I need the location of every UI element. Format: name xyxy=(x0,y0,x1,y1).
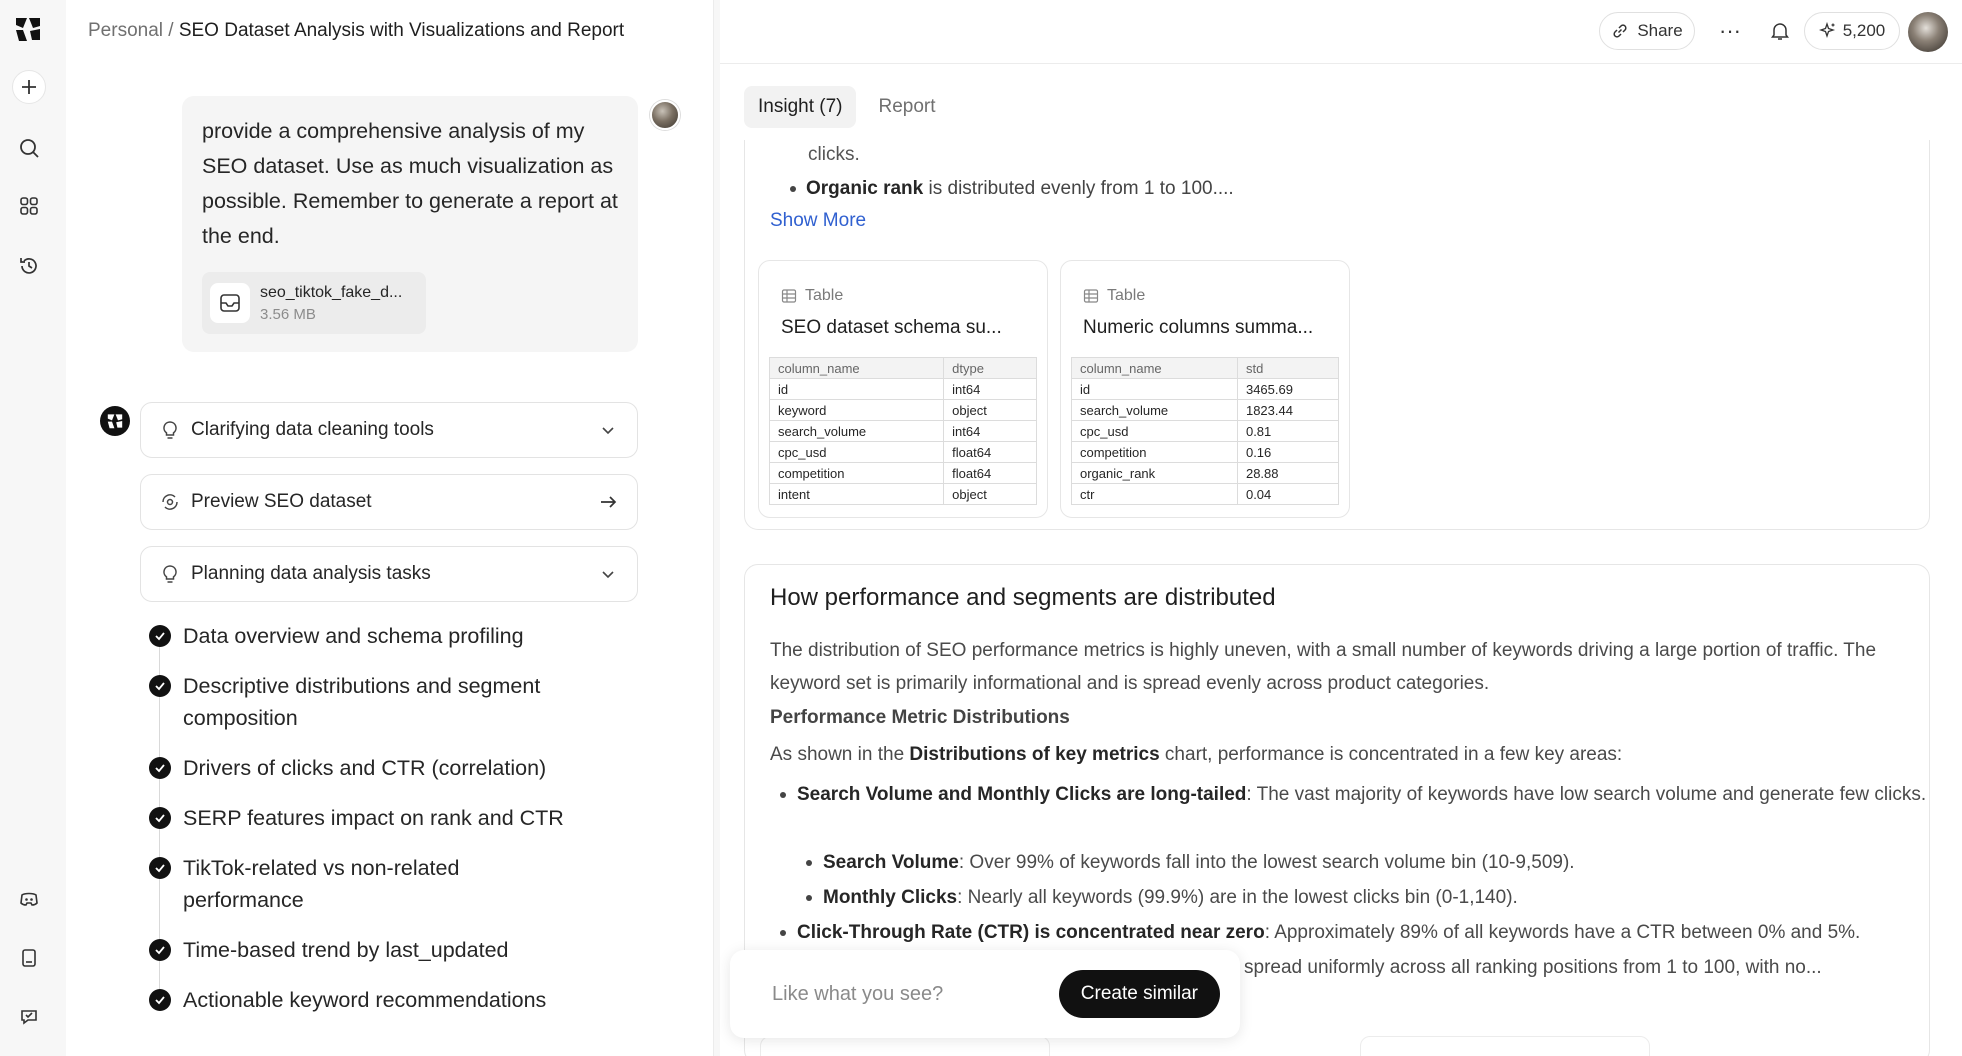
task-label: Time-based trend by last_updated xyxy=(183,938,509,962)
table-cell: keyword xyxy=(770,400,944,421)
table-cell: search_volume xyxy=(770,421,944,442)
history-icon xyxy=(18,255,40,277)
table-cell: cpc_usd xyxy=(1072,421,1238,442)
bullet-bold: Search Volume and Monthly Clicks are long-tailed xyxy=(797,784,1247,805)
profile-avatar[interactable] xyxy=(1908,12,1948,52)
file-name: seo_tiktok_fake_d... xyxy=(260,283,403,301)
history-button[interactable] xyxy=(12,249,46,283)
insight-paragraph: The distribution of SEO performance metrics is highly uneven, with a small number of keywords driving a large portion of traffic. The keyword set is primarily informational and is spread evenly across product categories. xyxy=(770,640,1877,694)
task-item xyxy=(146,670,636,734)
view-tabs xyxy=(744,86,950,128)
plus-icon xyxy=(18,76,40,98)
table-tag-label: Table xyxy=(805,287,844,304)
insight-title: How performance and segments are distributed xyxy=(770,584,1276,611)
bullet-text: : The vast majority of keywords have low search volume and generate few clicks. xyxy=(1246,784,1927,805)
table-cell: object xyxy=(944,400,1037,421)
step-preview-dataset[interactable] xyxy=(140,474,638,530)
step-label: Preview SEO dataset xyxy=(191,491,372,512)
task-item xyxy=(146,752,636,784)
insight-subheading: Performance Metric Distributions xyxy=(770,707,1070,728)
more-options-button[interactable] xyxy=(1710,14,1750,48)
preview-icon xyxy=(159,491,181,513)
bullet-text: is distributed evenly from 1 to 100.... xyxy=(923,178,1234,199)
share-button[interactable] xyxy=(1599,12,1695,50)
table-title: SEO dataset schema su... xyxy=(781,317,1002,338)
file-size: 3.56 MB xyxy=(260,305,316,323)
task-item xyxy=(146,802,636,834)
left-rail xyxy=(0,0,60,1056)
lightbulb-icon xyxy=(159,419,181,441)
feedback-button[interactable] xyxy=(12,1000,46,1034)
table-tag xyxy=(1083,287,1145,305)
create-similar-bar xyxy=(730,950,1240,1038)
sparkle-icon xyxy=(1819,22,1837,40)
check-icon xyxy=(149,807,171,829)
step-label: Clarifying data cleaning tools xyxy=(191,419,434,440)
insight-text-partial xyxy=(1244,951,1822,984)
task-label: Descriptive distributions and segment composition xyxy=(183,674,541,730)
check-icon xyxy=(149,989,171,1011)
table-cell: 1823.44 xyxy=(1237,400,1338,421)
step-clarifying-tools[interactable] xyxy=(140,402,638,458)
column-header: column_name xyxy=(1072,358,1238,379)
table-cell: cpc_usd xyxy=(770,442,944,463)
grid-icon xyxy=(18,195,40,217)
new-chat-button[interactable] xyxy=(12,70,46,104)
schema-table xyxy=(769,357,1037,505)
discord-button[interactable] xyxy=(12,882,46,916)
step-planning-tasks[interactable] xyxy=(140,546,638,602)
bullet-bold: Organic rank xyxy=(806,178,924,199)
check-icon xyxy=(149,757,171,779)
insight-sub-bullet xyxy=(823,846,1575,879)
book-icon xyxy=(18,947,40,969)
card-edge xyxy=(760,1036,1050,1056)
search-button[interactable] xyxy=(12,131,46,165)
task-label: Drivers of clicks and CTR (correlation) xyxy=(183,756,547,780)
table-title: Numeric columns summa... xyxy=(1083,317,1314,338)
check-icon xyxy=(149,857,171,879)
insight-text-partial: clicks. xyxy=(808,144,860,165)
chat-panel xyxy=(66,0,714,1056)
user-message xyxy=(182,96,638,352)
table-cell: ctr xyxy=(1072,484,1238,505)
show-more-link[interactable]: Show More xyxy=(770,210,867,231)
user-message-text: provide a comprehensive analysis of my SEO dataset. Use as much visualization as possible. Remember to generate a report at the end. xyxy=(202,119,618,248)
insight-bullet xyxy=(797,916,1860,949)
insight-bullet xyxy=(790,178,1234,200)
insight-panel xyxy=(720,0,1962,1056)
credits-value: 5,200 xyxy=(1842,21,1886,40)
check-icon xyxy=(149,625,171,647)
table-cell: float64 xyxy=(944,463,1037,484)
insight-bullet xyxy=(797,778,1927,811)
intro-text: As shown in the xyxy=(770,744,910,765)
table-cell: int64 xyxy=(944,421,1037,442)
breadcrumb xyxy=(88,20,624,42)
cta-question: Like what you see? xyxy=(772,982,944,1005)
table-cell: 28.88 xyxy=(1237,463,1338,484)
search-icon xyxy=(18,137,40,159)
logo-icon xyxy=(106,412,124,430)
create-similar-button[interactable]: Create similar xyxy=(1059,970,1220,1018)
bullet-text: : Nearly all keywords (99.9%) are in the lowest clicks bin (0-1,140). xyxy=(957,887,1518,908)
insight-intro xyxy=(770,744,1622,766)
breadcrumb-parent[interactable]: Personal / xyxy=(88,20,174,41)
task-item xyxy=(146,984,636,1016)
bullet-text: : Over 99% of keywords fall into the lowest search volume bin (10-9,509). xyxy=(958,852,1575,873)
table-cell: 0.81 xyxy=(1237,421,1338,442)
column-header: column_name xyxy=(770,358,944,379)
table-tag-label: Table xyxy=(1107,287,1146,304)
table-cell: id xyxy=(1072,379,1238,400)
bullet-bold: Click-Through Rate (CTR) is concentrated near zero xyxy=(797,922,1265,943)
breadcrumb-current: SEO Dataset Analysis with Visualizations and Report xyxy=(178,20,625,41)
table-cell: 3465.69 xyxy=(1237,379,1338,400)
table-cell: search_volume xyxy=(1072,400,1238,421)
table-card-schema[interactable] xyxy=(758,260,1048,518)
ellipsis-icon: ··· xyxy=(1719,18,1741,43)
table-icon xyxy=(1083,288,1099,304)
lightbulb-icon xyxy=(159,563,181,585)
column-header: dtype xyxy=(944,358,1037,379)
bullet-bold: Monthly Clicks xyxy=(823,887,958,908)
step-label: Planning data analysis tasks xyxy=(191,563,431,584)
table-cell: float64 xyxy=(944,442,1037,463)
table-cell: competition xyxy=(770,463,944,484)
table-card-numeric[interactable] xyxy=(1060,260,1350,518)
column-header: std xyxy=(1237,358,1338,379)
check-icon xyxy=(149,675,171,697)
tab-insight[interactable]: Insight (7) xyxy=(744,86,856,128)
feedback-icon xyxy=(18,1006,40,1028)
bullet-dot xyxy=(790,186,796,192)
docs-button[interactable] xyxy=(12,941,46,975)
chevron-down-icon[interactable] xyxy=(597,563,619,585)
table-icon xyxy=(781,288,797,304)
table-cell: intent xyxy=(770,484,944,505)
tab-report[interactable]: Report xyxy=(878,96,936,117)
numeric-summary-table xyxy=(1071,357,1339,505)
attached-file[interactable] xyxy=(202,272,426,334)
task-item xyxy=(146,934,636,966)
bullet-bold: Search Volume xyxy=(823,852,959,873)
user-avatar xyxy=(650,100,680,130)
intro-text: chart, performance is concentrated in a few key areas: xyxy=(1159,744,1623,765)
discord-icon xyxy=(18,888,40,910)
task-item xyxy=(146,620,636,652)
chart-reference: Distributions of key metrics xyxy=(909,744,1160,765)
notifications-button[interactable] xyxy=(1760,14,1800,48)
table-tag xyxy=(781,287,843,305)
card-edge xyxy=(1360,1036,1650,1056)
chevron-down-icon[interactable] xyxy=(597,419,619,441)
table-cell: 0.16 xyxy=(1237,442,1338,463)
arrow-right-icon[interactable] xyxy=(597,491,619,513)
share-label: Share xyxy=(1637,21,1683,40)
task-label: SERP features impact on rank and CTR xyxy=(183,806,564,830)
credits-badge[interactable] xyxy=(1804,12,1900,50)
table-cell: object xyxy=(944,484,1037,505)
assistant-avatar xyxy=(100,406,130,436)
bell-icon xyxy=(1769,20,1791,42)
task-item xyxy=(146,852,636,916)
insight-sub-bullet xyxy=(823,881,1518,914)
bullet-text: spread uniformly across all ranking positions from 1 to 100, with no... xyxy=(1244,957,1822,978)
table-cell: 0.04 xyxy=(1237,484,1338,505)
apps-button[interactable] xyxy=(12,189,46,223)
logo-icon[interactable] xyxy=(13,14,43,44)
table-cell: int64 xyxy=(944,379,1037,400)
top-bar xyxy=(720,0,1962,64)
task-list xyxy=(146,620,636,1016)
check-icon xyxy=(149,939,171,961)
table-cell: organic_rank xyxy=(1072,463,1238,484)
table-cell: id xyxy=(770,379,944,400)
task-label: Data overview and schema profiling xyxy=(183,624,524,648)
task-label: Actionable keyword recommendations xyxy=(183,988,547,1012)
table-cell: competition xyxy=(1072,442,1238,463)
task-label: TikTok-related vs non-related performance xyxy=(183,856,460,912)
link-icon xyxy=(1611,22,1629,40)
bullet-text: : Approximately 89% of all keywords have a CTR between 0% and 5%. xyxy=(1264,922,1861,943)
file-icon xyxy=(210,283,250,323)
